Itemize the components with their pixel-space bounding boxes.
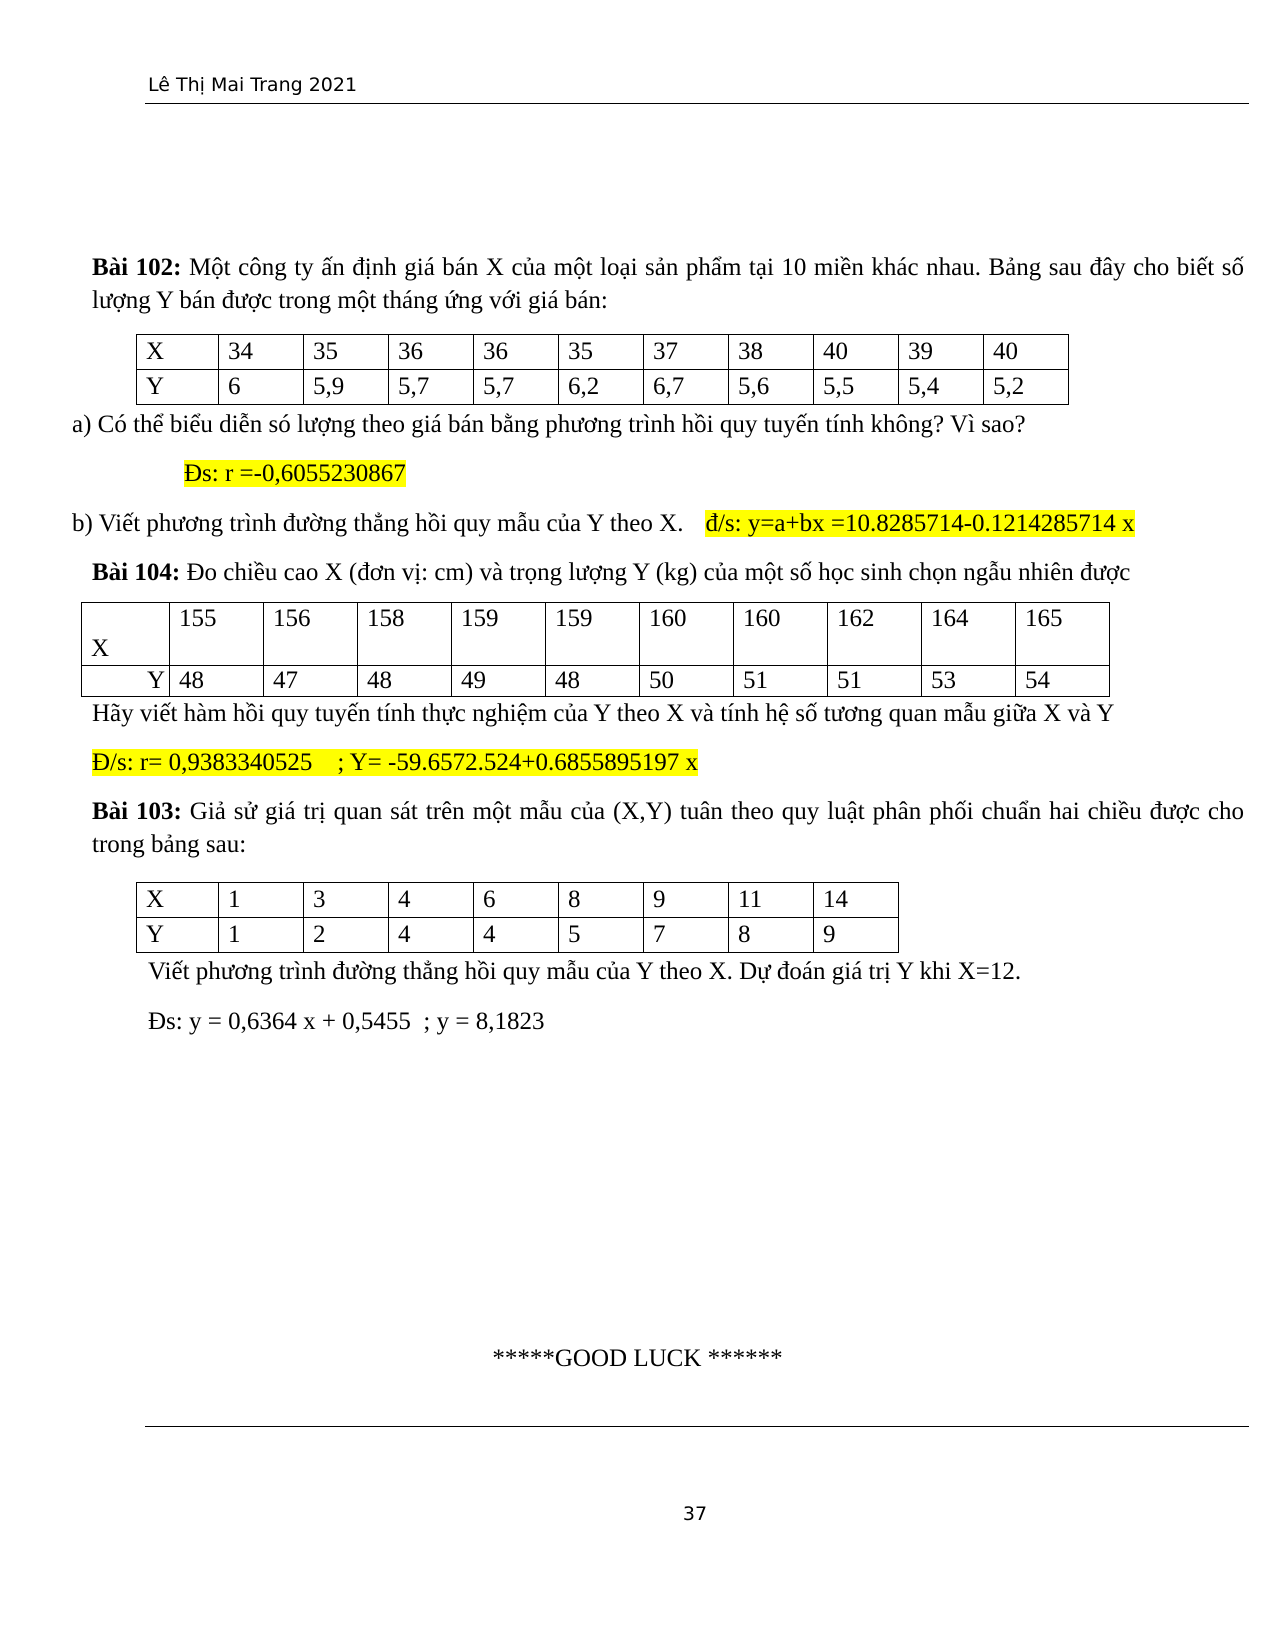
bai104-x-cell: 162 [828,603,922,666]
bai102-answer-a-highlight: Đs: r =-0,6055230867 [184,460,406,487]
bai103-row [137,883,899,918]
bai103-cell: 4 [389,918,474,953]
bai102-text: Một công ty ấn định giá bán X của một loại sản phẩm tại 10 miền khác nhau. Bảng sau đây cho biết số lượng Y bán được trong một tháng ứng với giá bán: [92,254,1244,314]
bai102-row-label: X [137,335,219,370]
bai104-x-cell: 159 [452,603,546,666]
footer-rule [145,1426,1249,1427]
bai103-cell: 5 [559,918,644,953]
bai102-label: Bài 102: [92,254,182,281]
bai104-x-cell: 165 [1016,603,1110,666]
bai104-y-cell: 50 [640,666,734,697]
bai103-cell: 1 [219,883,304,918]
bai104-x-cell: 160 [640,603,734,666]
bai103-row-label: Y [137,918,219,953]
bai102-cell: 40 [814,335,899,370]
bai103-cell: 11 [729,883,814,918]
bai102-cell: 5,9 [304,370,389,405]
bai104-text: Đo chiều cao X (đơn vị: cm) và trọng lượng Y (kg) của một số học sinh chọn ngẫu nhiên được [180,559,1131,586]
bai102-cell: 5,2 [984,370,1069,405]
bai102-cell: 37 [644,335,729,370]
bai103-cell: 9 [644,883,729,918]
bai104-y-cell: 51 [734,666,828,697]
bai104-question: Hãy viết hàm hồi quy tuyến tính thực nghiệm của Y theo X và tính hệ số tương quan mẫu giữa X và Y [92,700,1115,727]
bai104-x-cell: 158 [358,603,452,666]
bai102-statement [92,251,1244,317]
bai102-cell: 36 [389,335,474,370]
bai103-row [137,918,899,953]
bai103-cell: 14 [814,883,899,918]
bai104-y-cell: 51 [828,666,922,697]
bai104-y-cell: 54 [1016,666,1110,697]
bai103-cell: 7 [644,918,729,953]
bai102-cell: 6,7 [644,370,729,405]
bai102-cell: 36 [474,335,559,370]
bai104-x-cell: 156 [264,603,358,666]
bai104-statement [92,556,1130,589]
bai104-y-cell: 49 [452,666,546,697]
bai103-cell: 6 [474,883,559,918]
bai104-x-label: X [82,603,170,666]
good-luck-text: *****GOOD LUCK ****** [492,1345,783,1372]
bai102-table [136,334,1069,405]
bai103-row-label: X [137,883,219,918]
bai104-label: Bài 104: [92,559,181,586]
bai104-answer-highlight: Đ/s: r= 0,9383340525 ; Y= -59.6572.524+0.6855895197 x [92,749,698,776]
bai102-cell: 5,4 [899,370,984,405]
bai104-y-cell: 48 [358,666,452,697]
bai103-table [136,882,899,953]
bai104-y-cell: 48 [170,666,264,697]
bai103-statement [92,795,1244,861]
bai102-cell: 6,2 [559,370,644,405]
bai102-cell: 5,7 [474,370,559,405]
bai102-question-a: a) Có thể biểu diễn só lượng theo giá bán bằng phương trình hồi quy tuyến tính không? Vì sao? [72,411,1026,438]
bai104-y-cell: 53 [922,666,1016,697]
bai103-cell: 3 [304,883,389,918]
bai102-cell: 34 [219,335,304,370]
header-author: Lê Thị Mai Trang 2021 [148,74,358,96]
bai102-question-b-text: b) Viết phương trình đường thẳng hồi quy mẫu của Y theo X. [72,510,684,537]
bai102-cell: 35 [559,335,644,370]
bai102-cell: 6 [219,370,304,405]
bai103-question: Viết phương trình đường thẳng hồi quy mẫu của Y theo X. Dự đoán giá trị Y khi X=12. [148,958,1022,985]
header-rule [145,103,1249,104]
bai103-cell: 4 [389,883,474,918]
bai103-cell: 4 [474,918,559,953]
bai104-y-label: Y [82,666,170,697]
bai102-cell: 40 [984,335,1069,370]
bai103-answer: Đs: y = 0,6364 x + 0,5455 ; y = 8,1823 [148,1008,545,1035]
bai104-x-cell: 164 [922,603,1016,666]
bai104-answer [92,746,698,779]
bai102-cell: 5,5 [814,370,899,405]
bai102-cell: 5,6 [729,370,814,405]
bai102-answer-b: đ/s: y=a+bx =10.8285714-0.1214285714 x [705,510,1135,537]
bai103-text: Giả sử giá trị quan sát trên một mẫu của (X,Y) tuân theo quy luật phân phối chuẩn hai chiều được cho trong bảng sau: [92,798,1245,858]
page-number: 37 [682,1503,708,1525]
bai102-question-b [72,507,1135,540]
bai102-cell: 5,7 [389,370,474,405]
bai103-cell: 8 [559,883,644,918]
bai102-answer-a [184,457,406,490]
bai102-cell: 35 [304,335,389,370]
bai103-cell: 8 [729,918,814,953]
bai104-x-cell: 155 [170,603,264,666]
bai104-y-cell: 47 [264,666,358,697]
bai102-cell: 38 [729,335,814,370]
bai102-cell: 39 [899,335,984,370]
bai103-cell: 1 [219,918,304,953]
bai104-y-cell: 48 [546,666,640,697]
bai102-row [137,335,1069,370]
bai104-table [81,602,1110,697]
bai102-row-label: Y [137,370,219,405]
bai103-cell: 2 [304,918,389,953]
bai104-x-cell: 160 [734,603,828,666]
bai103-label: Bài 103: [92,798,182,825]
bai104-x-cell: 159 [546,603,640,666]
bai102-row [137,370,1069,405]
bai103-cell: 9 [814,918,899,953]
